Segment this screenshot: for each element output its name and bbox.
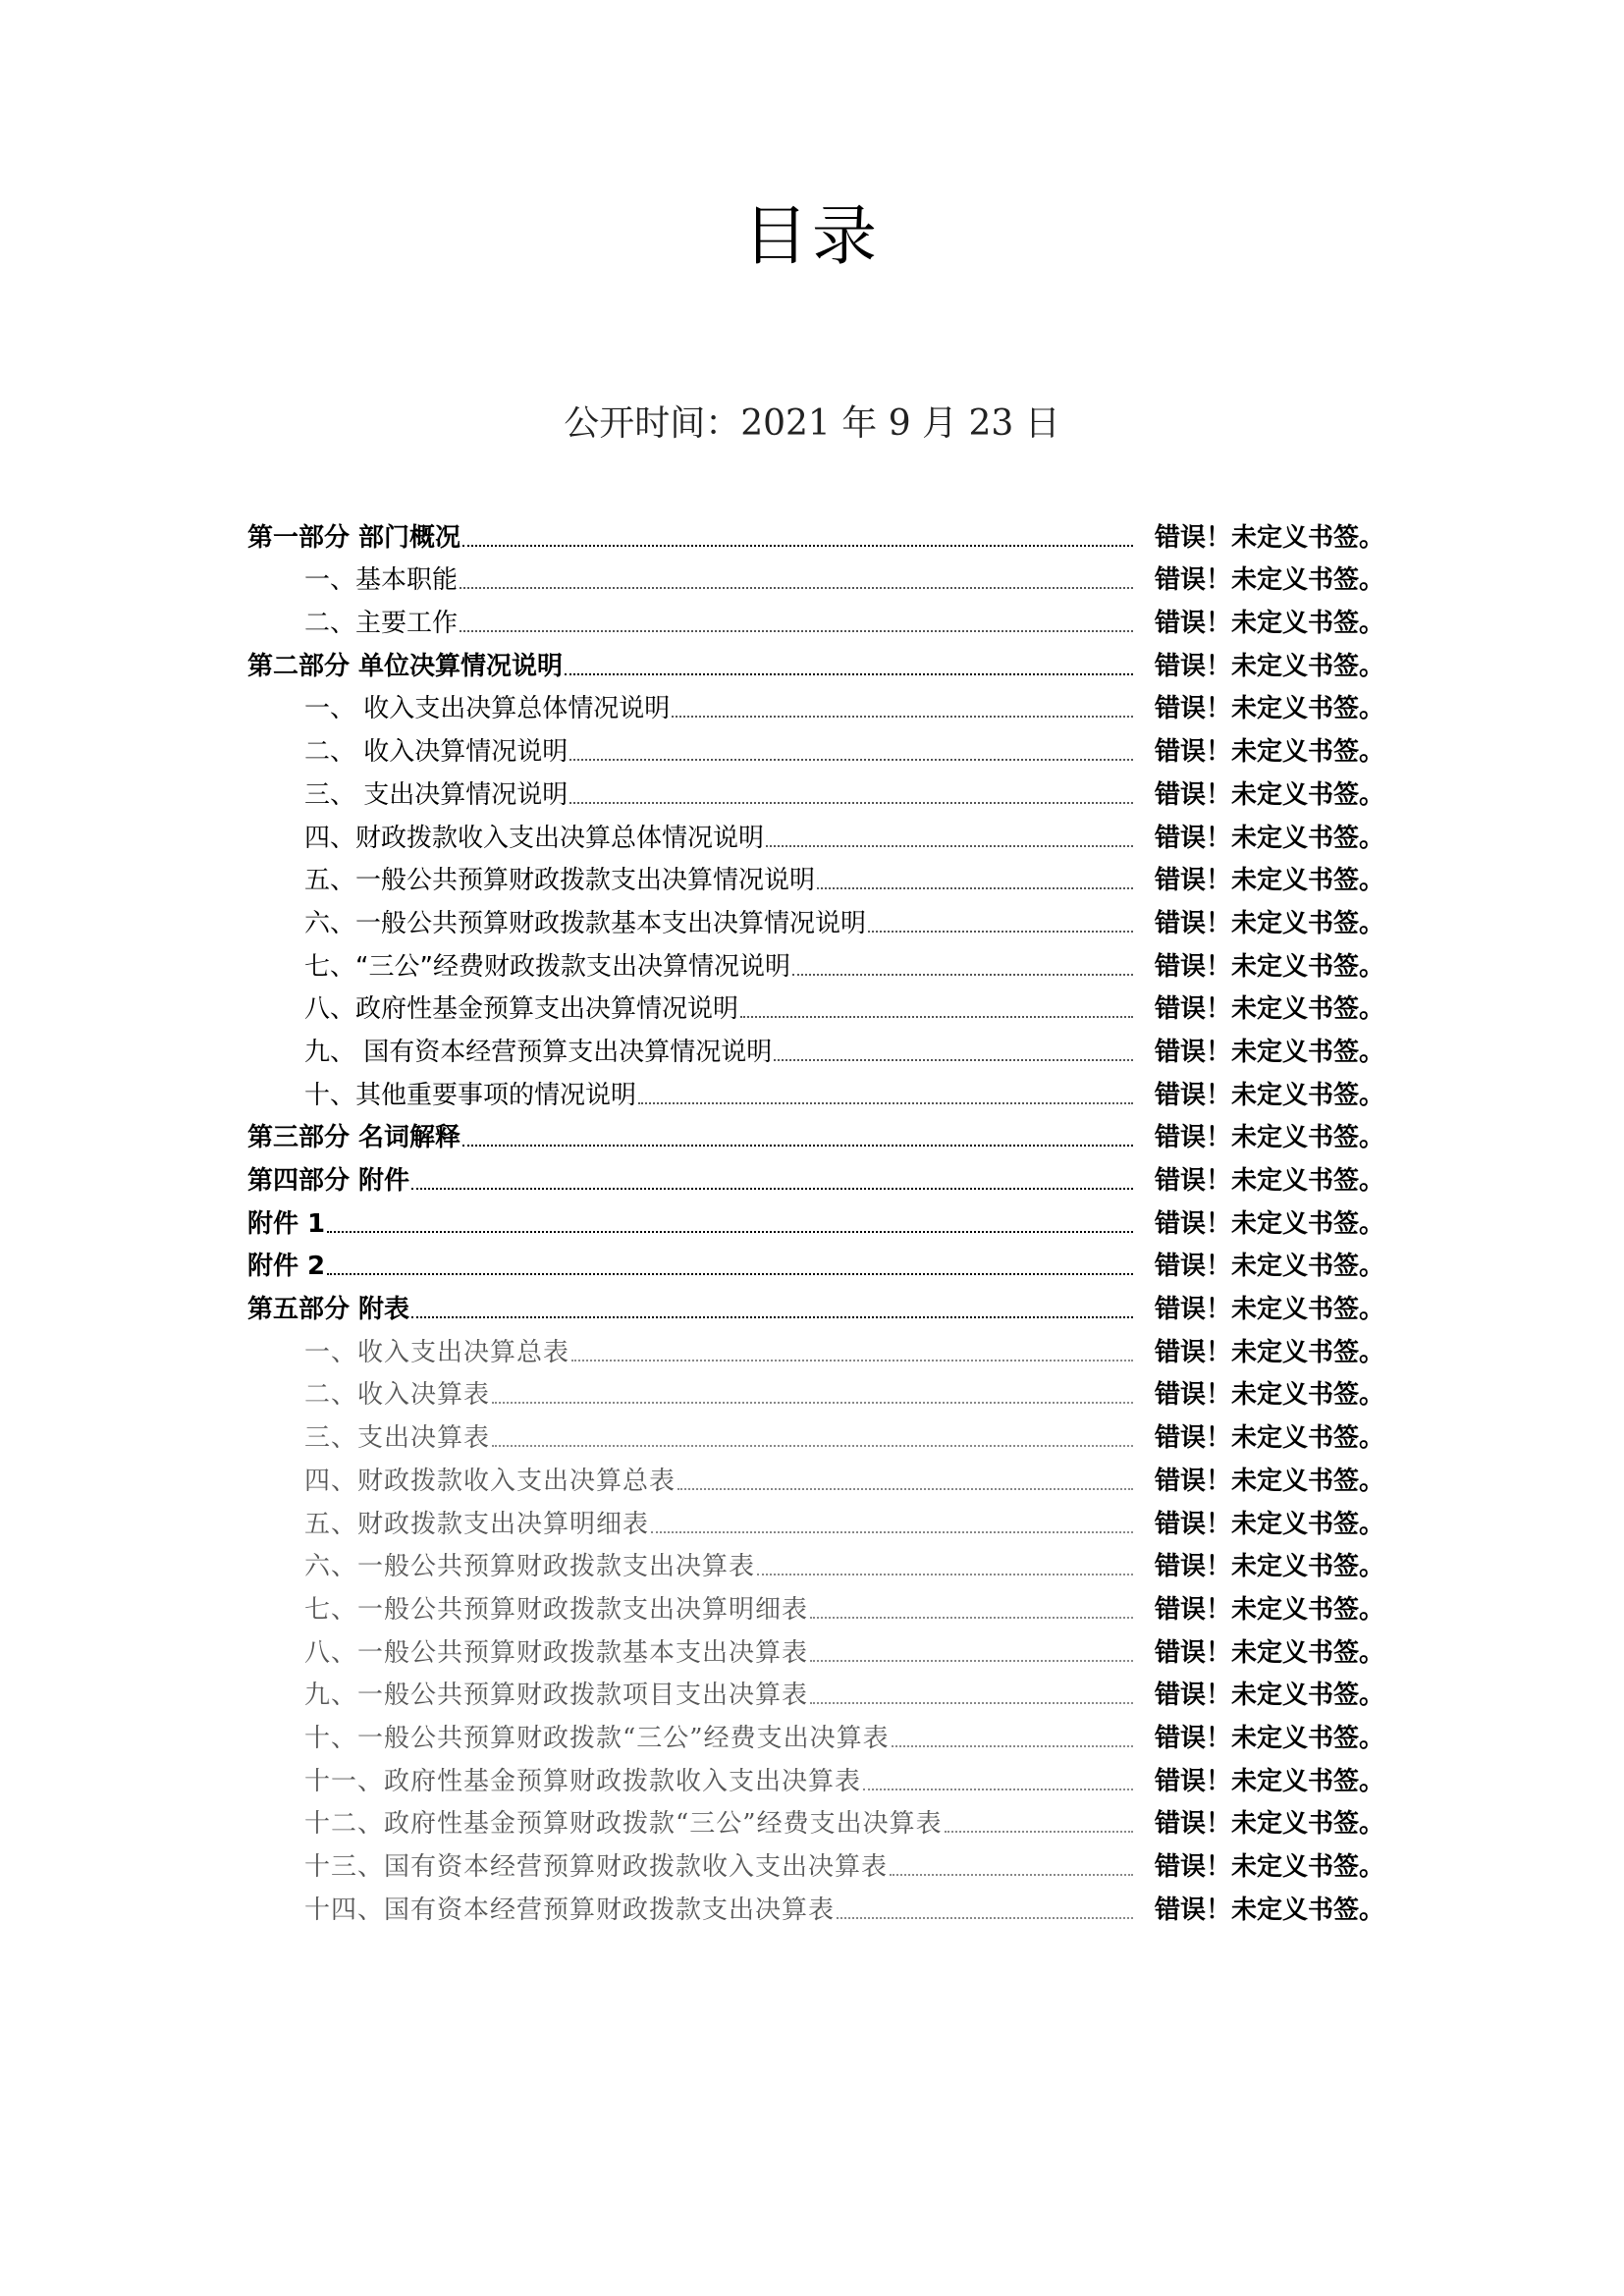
toc-entry-label: 八、政府性基金预算支出决算情况说明	[304, 994, 739, 1025]
toc-entry[interactable]	[247, 1070, 1384, 1113]
toc-entry[interactable]	[247, 598, 1384, 641]
dot-leader	[863, 1788, 1133, 1790]
dot-leader	[837, 1916, 1133, 1919]
toc-entry-label: 五、财政拨款支出决算明细表	[304, 1509, 650, 1539]
dot-leader	[810, 1659, 1133, 1662]
toc-entry[interactable]	[247, 1199, 1384, 1242]
toc-entry-label: 第五部分 附表	[247, 1295, 410, 1325]
toc-entry[interactable]	[247, 1885, 1384, 1928]
toc-entry[interactable]	[247, 1584, 1384, 1628]
dot-leader	[817, 886, 1133, 889]
toc-entry-page-ref: 错误！未定义书签。	[1154, 1809, 1384, 1840]
toc-entry[interactable]	[247, 1027, 1384, 1070]
toc-entry-page-ref: 错误！未定义书签。	[1154, 951, 1384, 982]
toc-entry[interactable]	[247, 512, 1384, 556]
dot-leader	[571, 1359, 1133, 1362]
toc-entry-label: 三、 支出决算情况说明	[304, 779, 568, 810]
toc-entry[interactable]	[247, 1327, 1384, 1370]
table-of-contents	[247, 512, 1384, 1928]
toc-entry-label: 二、收入决算表	[304, 1380, 491, 1411]
toc-entry-label: 三、支出决算表	[304, 1423, 491, 1454]
dot-leader	[672, 715, 1133, 718]
toc-entry[interactable]	[247, 1542, 1384, 1585]
toc-entry[interactable]	[247, 1284, 1384, 1327]
toc-entry-page-ref: 错误！未定义书签。	[1154, 694, 1384, 724]
toc-entry[interactable]	[247, 1113, 1384, 1156]
toc-entry-label: 八、一般公共预算财政拨款基本支出决算表	[304, 1637, 809, 1668]
toc-entry-page-ref: 错误！未定义书签。	[1154, 1423, 1384, 1454]
toc-entry[interactable]	[247, 770, 1384, 813]
toc-entry-label: 十四、国有资本经营预算财政拨款支出决算表	[304, 1895, 836, 1925]
toc-entry-page-ref: 错误！未定义书签。	[1154, 1037, 1384, 1067]
toc-entry-page-ref: 错误！未定义书签。	[1154, 522, 1384, 553]
toc-entry[interactable]	[247, 1155, 1384, 1199]
toc-entry-label: 第一部分 部门概况	[247, 522, 461, 553]
dot-leader	[462, 544, 1133, 547]
page-title: 目录	[743, 198, 881, 274]
toc-entry-label: 附件 1	[247, 1208, 326, 1239]
toc-entry[interactable]	[247, 1456, 1384, 1499]
dot-leader	[792, 973, 1133, 976]
toc-entry-page-ref: 错误！未定义书签。	[1154, 1166, 1384, 1196]
dot-leader	[327, 1272, 1133, 1275]
toc-entry[interactable]	[247, 1413, 1384, 1456]
toc-entry-label: 十三、国有资本经营预算财政拨款收入支出决算表	[304, 1852, 889, 1882]
toc-entry-label: 九、 国有资本经营预算支出决算情况说明	[304, 1037, 773, 1067]
toc-entry-page-ref: 错误！未定义书签。	[1154, 1252, 1384, 1282]
toc-entry-label: 十、其他重要事项的情况说明	[304, 1080, 637, 1110]
toc-entry[interactable]	[247, 1799, 1384, 1842]
toc-entry[interactable]	[247, 1628, 1384, 1671]
dot-leader	[411, 1315, 1133, 1318]
toc-entry-label: 第三部分 名词解释	[247, 1123, 461, 1153]
toc-entry[interactable]	[247, 941, 1384, 985]
toc-entry[interactable]	[247, 1499, 1384, 1542]
toc-entry-page-ref: 错误！未定义书签。	[1154, 1852, 1384, 1882]
toc-entry-label: 七、一般公共预算财政拨款支出决算明细表	[304, 1594, 809, 1625]
toc-entry[interactable]	[247, 1242, 1384, 1285]
toc-entry-label: 四、财政拨款收入支出决算总体情况说明	[304, 823, 765, 853]
dot-leader	[638, 1101, 1133, 1104]
toc-entry-label: 五、一般公共预算财政拨款支出决算情况说明	[304, 866, 816, 896]
toc-entry-page-ref: 错误！未定义书签。	[1154, 1723, 1384, 1753]
toc-entry[interactable]	[247, 641, 1384, 684]
dot-leader	[565, 672, 1133, 675]
toc-entry[interactable]	[247, 1713, 1384, 1756]
dot-leader	[677, 1487, 1133, 1490]
toc-entry-page-ref: 错误！未定义书签。	[1154, 1509, 1384, 1539]
publish-date: 公开时间：2021 年 9 月 23 日	[564, 403, 1060, 444]
toc-entry-page-ref: 错误！未定义书签。	[1154, 565, 1384, 596]
toc-entry[interactable]	[247, 1370, 1384, 1414]
toc-entry-page-ref: 错误！未定义书签。	[1154, 651, 1384, 681]
dot-leader	[327, 1230, 1133, 1233]
toc-entry-label: 十一、政府性基金预算财政拨款收入支出决算表	[304, 1766, 862, 1796]
toc-entry-label: 一、基本职能	[304, 565, 459, 596]
toc-entry-page-ref: 错误！未定义书签。	[1154, 1681, 1384, 1711]
dot-leader	[868, 930, 1133, 933]
toc-entry[interactable]	[247, 1671, 1384, 1714]
dot-leader	[460, 629, 1133, 632]
dot-leader	[890, 1873, 1133, 1876]
toc-entry[interactable]	[247, 726, 1384, 770]
toc-entry-page-ref: 错误！未定义书签。	[1154, 908, 1384, 938]
dot-leader	[810, 1701, 1133, 1704]
toc-entry-page-ref: 错误！未定义书签。	[1154, 1337, 1384, 1367]
toc-entry-label: 九、一般公共预算财政拨款项目支出决算表	[304, 1681, 809, 1711]
toc-entry-page-ref: 错误！未定义书签。	[1154, 866, 1384, 896]
toc-entry-label: 二、主要工作	[304, 609, 459, 639]
dot-leader	[462, 1144, 1133, 1147]
dot-leader	[411, 1187, 1133, 1190]
dot-leader	[740, 1015, 1133, 1018]
toc-entry-label: 四、财政拨款收入支出决算总表	[304, 1466, 677, 1496]
toc-entry-page-ref: 错误！未定义书签。	[1154, 1637, 1384, 1668]
dot-leader	[460, 586, 1133, 589]
toc-entry-page-ref: 错误！未定义书签。	[1154, 1895, 1384, 1925]
toc-entry-page-ref: 错误！未定义书签。	[1154, 1123, 1384, 1153]
toc-entry-label: 第四部分 附件	[247, 1166, 410, 1196]
toc-entry[interactable]	[247, 898, 1384, 941]
dot-leader	[569, 801, 1133, 804]
toc-entry-label: 一、收入支出决算总表	[304, 1337, 570, 1367]
toc-entry[interactable]	[247, 1842, 1384, 1885]
dot-leader	[810, 1616, 1133, 1619]
toc-entry-page-ref: 错误！未定义书签。	[1154, 737, 1384, 768]
toc-entry-page-ref: 错误！未定义书签。	[1154, 994, 1384, 1025]
dot-leader	[492, 1444, 1133, 1447]
toc-entry-label: 第二部分 单位决算情况说明	[247, 651, 564, 681]
toc-entry-label: 附件 2	[247, 1252, 326, 1282]
dot-leader	[569, 758, 1133, 761]
toc-entry[interactable]	[247, 1756, 1384, 1799]
toc-entry-label: 十、一般公共预算财政拨款“三公”经费支出决算表	[304, 1723, 890, 1753]
toc-entry-page-ref: 错误！未定义书签。	[1154, 1380, 1384, 1411]
toc-entry-page-ref: 错误！未定义书签。	[1154, 1295, 1384, 1325]
toc-entry-page-ref: 错误！未定义书签。	[1154, 1552, 1384, 1582]
toc-entry[interactable]	[247, 985, 1384, 1028]
dot-leader	[651, 1530, 1133, 1533]
toc-entry[interactable]	[247, 684, 1384, 727]
toc-entry-label: 六、一般公共预算财政拨款支出决算表	[304, 1552, 756, 1582]
toc-entry-page-ref: 错误！未定义书签。	[1154, 1766, 1384, 1796]
dot-leader	[766, 844, 1133, 847]
toc-entry-label: 一、 收入支出决算总体情况说明	[304, 694, 671, 724]
toc-entry-page-ref: 错误！未定义书签。	[1154, 1594, 1384, 1625]
toc-entry[interactable]	[247, 856, 1384, 899]
toc-entry-label: 七、“三公”经费财政拨款支出决算情况说明	[304, 951, 790, 982]
toc-entry-label: 十二、政府性基金预算财政拨款“三公”经费支出决算表	[304, 1809, 943, 1840]
dot-leader	[892, 1744, 1133, 1747]
toc-entry-page-ref: 错误！未定义书签。	[1154, 823, 1384, 853]
toc-entry-page-ref: 错误！未定义书签。	[1154, 609, 1384, 639]
toc-entry-page-ref: 错误！未定义书签。	[1154, 1466, 1384, 1496]
toc-entry-page-ref: 错误！未定义书签。	[1154, 1208, 1384, 1239]
toc-entry-label: 二、 收入决算情况说明	[304, 737, 568, 768]
toc-entry-page-ref: 错误！未定义书签。	[1154, 779, 1384, 810]
toc-entry-page-ref: 错误！未定义书签。	[1154, 1080, 1384, 1110]
toc-entry[interactable]	[247, 556, 1384, 599]
dot-leader	[774, 1058, 1133, 1061]
dot-leader	[492, 1401, 1133, 1404]
toc-entry[interactable]	[247, 813, 1384, 856]
dot-leader	[945, 1830, 1133, 1833]
dot-leader	[757, 1573, 1133, 1575]
toc-entry-label: 六、一般公共预算财政拨款基本支出决算情况说明	[304, 908, 867, 938]
